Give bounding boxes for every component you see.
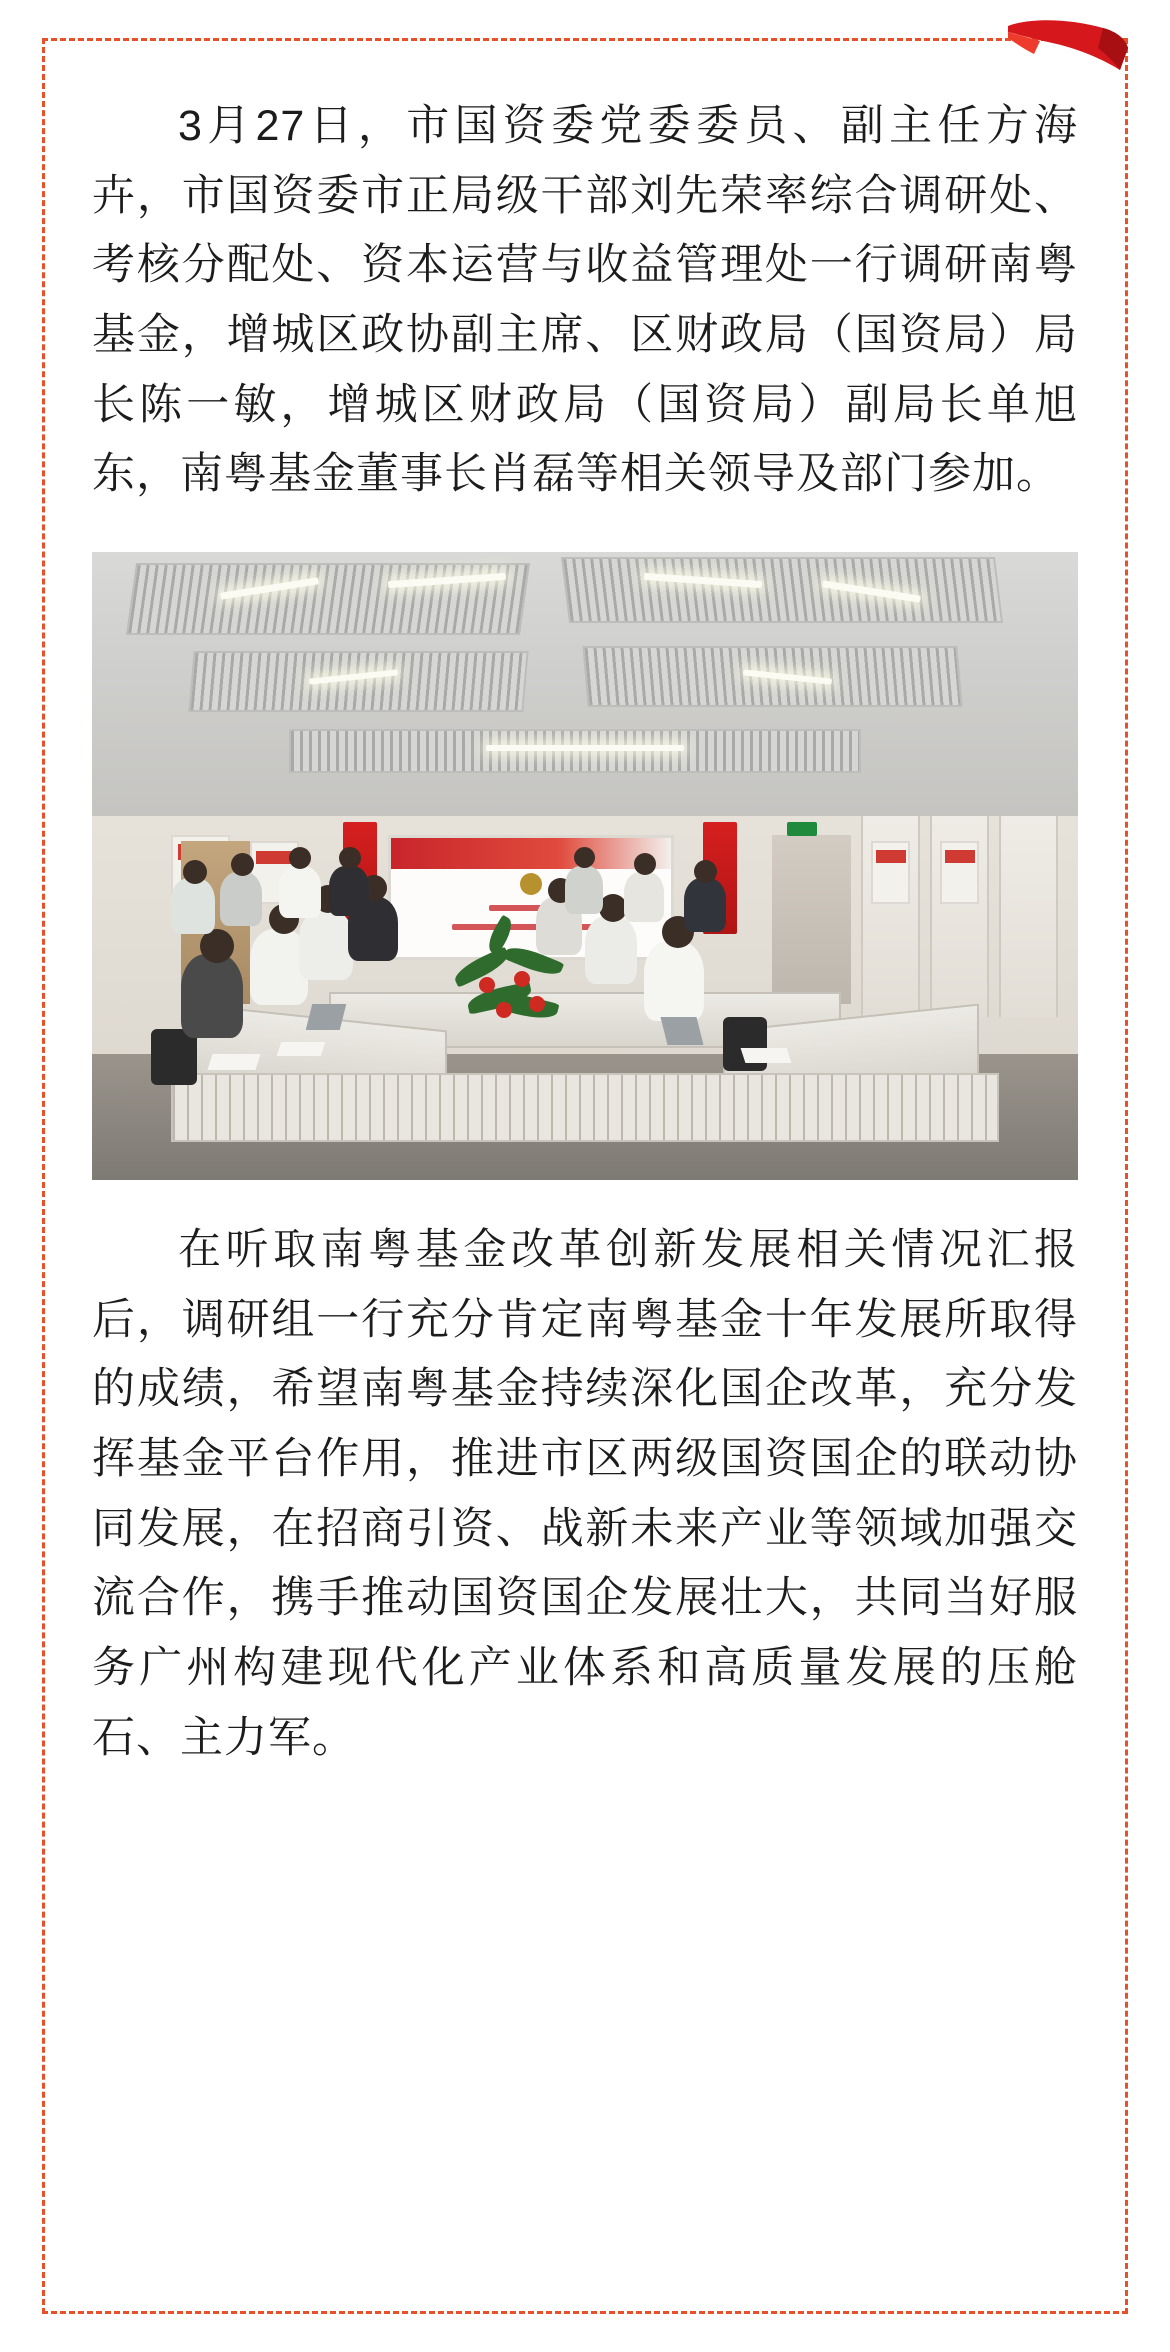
attendee bbox=[565, 866, 603, 914]
attendee bbox=[299, 910, 353, 980]
attendee bbox=[644, 941, 704, 1021]
wall-panel bbox=[999, 816, 1058, 1017]
article-content bbox=[84, 70, 1086, 1773]
attendee-head bbox=[694, 860, 717, 883]
ribbon-icon bbox=[1008, 18, 1128, 80]
notice-board bbox=[871, 841, 910, 904]
flower-bloom bbox=[529, 996, 545, 1012]
attendee-head bbox=[339, 847, 361, 869]
attendee bbox=[220, 872, 262, 926]
attendee bbox=[624, 872, 664, 922]
screen-header-band bbox=[391, 838, 671, 869]
ceiling bbox=[92, 552, 1078, 828]
paragraph-2: 在听取南粤基金改革创新发展相关情况汇报后，调研组一行充分肯定南粤基金十年发展所取得的成绩，希望南粤基金持续深化国企改革，充分发挥基金平台作用，推进市区两级国资国企的联动协同发展，在招商引资、战新未来产业等领域加强交流合作，携手推动国资国企发展壮大，共同当好服务广州构建现代化产业体系和高质量发展的压舱石、主力军。 bbox=[92, 1225, 1078, 1762]
notice-board bbox=[940, 841, 979, 904]
attendee bbox=[181, 954, 243, 1038]
ceiling-panel bbox=[188, 651, 529, 712]
notice-board-banner bbox=[945, 850, 975, 863]
table-front-panel bbox=[171, 1073, 999, 1142]
notice-board-banner bbox=[256, 851, 292, 864]
attendee bbox=[684, 878, 726, 932]
flower-bloom bbox=[496, 1002, 512, 1018]
laptop bbox=[306, 1004, 346, 1030]
notice-board-banner bbox=[876, 850, 906, 863]
attendee bbox=[329, 866, 369, 916]
ceiling-panel bbox=[126, 563, 530, 635]
attendee bbox=[279, 866, 321, 918]
document-paper bbox=[740, 1048, 791, 1063]
exit-sign-icon bbox=[787, 822, 817, 836]
ceiling-light bbox=[486, 745, 683, 751]
attendee bbox=[585, 916, 637, 984]
red-ribbon-decoration bbox=[1008, 18, 1128, 80]
document-paper bbox=[277, 1042, 326, 1056]
attendee-head bbox=[183, 860, 207, 884]
photo-figure bbox=[84, 552, 1086, 1180]
ceiling-panel bbox=[561, 557, 1003, 623]
company-logo-icon bbox=[520, 873, 542, 895]
meeting-room-photo bbox=[92, 552, 1078, 1180]
right-door bbox=[772, 835, 851, 1005]
flower-bloom bbox=[479, 977, 495, 993]
laptop bbox=[660, 1017, 703, 1045]
document-paper bbox=[208, 1054, 261, 1070]
paragraph-1: 3月27日，市国资委党委委员、副主任方海卉，市国资委市正局级干部刘先荣率综合调研处、考核分配处、资本运营与收益管理处一行调研南粤基金，增城区政协副主席、区财政局（国资局）局长陈一敏，增城区财政局（国资局）副局长单旭东，南粤基金董事长肖磊等相关领导及部门参加。 bbox=[92, 102, 1078, 499]
attendee bbox=[171, 878, 215, 934]
